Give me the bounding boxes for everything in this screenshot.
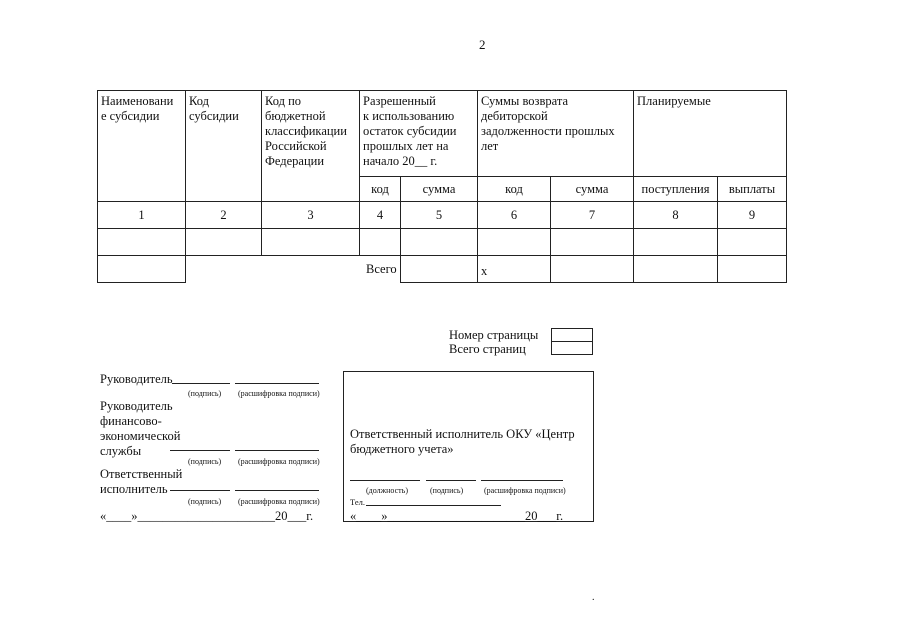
total-payments-cell[interactable] bbox=[717, 255, 787, 283]
table-cell[interactable] bbox=[400, 228, 478, 256]
table-cell[interactable] bbox=[717, 228, 787, 256]
subheader-sum: сумма bbox=[550, 176, 634, 202]
oku-title: Ответственный исполнитель ОКУ «Центр бюджетного учета» bbox=[350, 427, 575, 456]
table-cell[interactable] bbox=[359, 228, 401, 256]
decoding-line[interactable] bbox=[235, 490, 319, 491]
phone-label: Тел. bbox=[350, 497, 366, 507]
signature-line[interactable] bbox=[170, 450, 230, 451]
total-sum-cell[interactable] bbox=[400, 255, 478, 283]
column-number: 4 bbox=[359, 201, 401, 229]
table-cell[interactable] bbox=[633, 228, 718, 256]
header-planned: Планируемые bbox=[633, 90, 787, 177]
total-pages-box[interactable] bbox=[551, 341, 593, 355]
column-number: 9 bbox=[717, 201, 787, 229]
column-number: 3 bbox=[261, 201, 360, 229]
decoding-hint: (расшифровка подписи) bbox=[238, 389, 320, 398]
subheader-payments: выплаты bbox=[717, 176, 787, 202]
column-number: 5 bbox=[400, 201, 478, 229]
page-number-label: Номер страницы bbox=[449, 328, 539, 342]
decoding-line[interactable] bbox=[481, 480, 563, 481]
decoding-hint: (расшифровка подписи) bbox=[484, 486, 566, 495]
header-permitted-balance: Разрешенный к использованию остаток субсидии прошлых лет на начало 20__ г. bbox=[359, 90, 478, 177]
column-number: 2 bbox=[185, 201, 262, 229]
column-number: 8 bbox=[633, 201, 718, 229]
head-label: Руководитель bbox=[100, 372, 173, 386]
column-number: 7 bbox=[550, 201, 634, 229]
decoding-line[interactable] bbox=[235, 383, 319, 384]
signature-line[interactable] bbox=[172, 383, 230, 384]
page-number: 2 bbox=[479, 37, 486, 52]
total-label: Всего bbox=[366, 262, 397, 276]
total-receipts-cell[interactable] bbox=[633, 255, 718, 283]
header-subsidy-code: Код субсидии bbox=[185, 90, 262, 202]
date-line[interactable]: «____»______________________20___г. bbox=[100, 509, 314, 523]
signature-hint: (подпись) bbox=[430, 486, 464, 495]
position-line[interactable] bbox=[350, 480, 420, 481]
table-cell[interactable] bbox=[97, 228, 186, 256]
position-hint: (должность) bbox=[366, 486, 408, 495]
column-number: 6 bbox=[477, 201, 551, 229]
finance-head-label: Руководитель финансово- экономической службы bbox=[100, 399, 181, 458]
table-cell[interactable] bbox=[550, 228, 634, 256]
decoding-hint: (расшифровка подписи) bbox=[238, 457, 320, 466]
subheader-code: код bbox=[359, 176, 401, 202]
table-cell[interactable] bbox=[477, 228, 551, 256]
total-sum-cell[interactable] bbox=[550, 255, 634, 283]
oku-signature-box bbox=[343, 371, 594, 522]
subheader-receipts: поступления bbox=[633, 176, 718, 202]
header-subsidy-name: Наименовани е субсидии bbox=[97, 90, 186, 202]
total-x-cell: х bbox=[477, 255, 551, 283]
responsible-label: Ответственный исполнитель bbox=[100, 467, 183, 496]
signature-line[interactable] bbox=[426, 480, 476, 481]
header-budget-classification-code: Код по бюджетной классификации Российской Федерации bbox=[261, 90, 360, 202]
subheader-code: код bbox=[477, 176, 551, 202]
page-number-box[interactable] bbox=[551, 328, 593, 342]
decoding-hint: (расшифровка подписи) bbox=[238, 497, 320, 506]
table-cell[interactable] bbox=[185, 228, 262, 256]
total-pages-label: Всего страниц bbox=[449, 342, 526, 356]
signature-hint: (подпись) bbox=[188, 497, 222, 506]
table-cell[interactable] bbox=[261, 228, 360, 256]
decoding-line[interactable] bbox=[235, 450, 319, 451]
oku-date-line[interactable]: «____»______________________20___г. bbox=[350, 509, 564, 523]
footer-mark: . bbox=[592, 592, 595, 603]
signature-line[interactable] bbox=[170, 490, 230, 491]
phone-line[interactable] bbox=[366, 505, 501, 506]
header-refund-sums: Суммы возврата дебиторской задолженности прошлых лет bbox=[477, 90, 634, 177]
column-number: 1 bbox=[97, 201, 186, 229]
signature-hint: (подпись) bbox=[188, 457, 222, 466]
subheader-sum: сумма bbox=[400, 176, 478, 202]
signature-hint: (подпись) bbox=[188, 389, 222, 398]
table-cell[interactable] bbox=[97, 255, 186, 283]
